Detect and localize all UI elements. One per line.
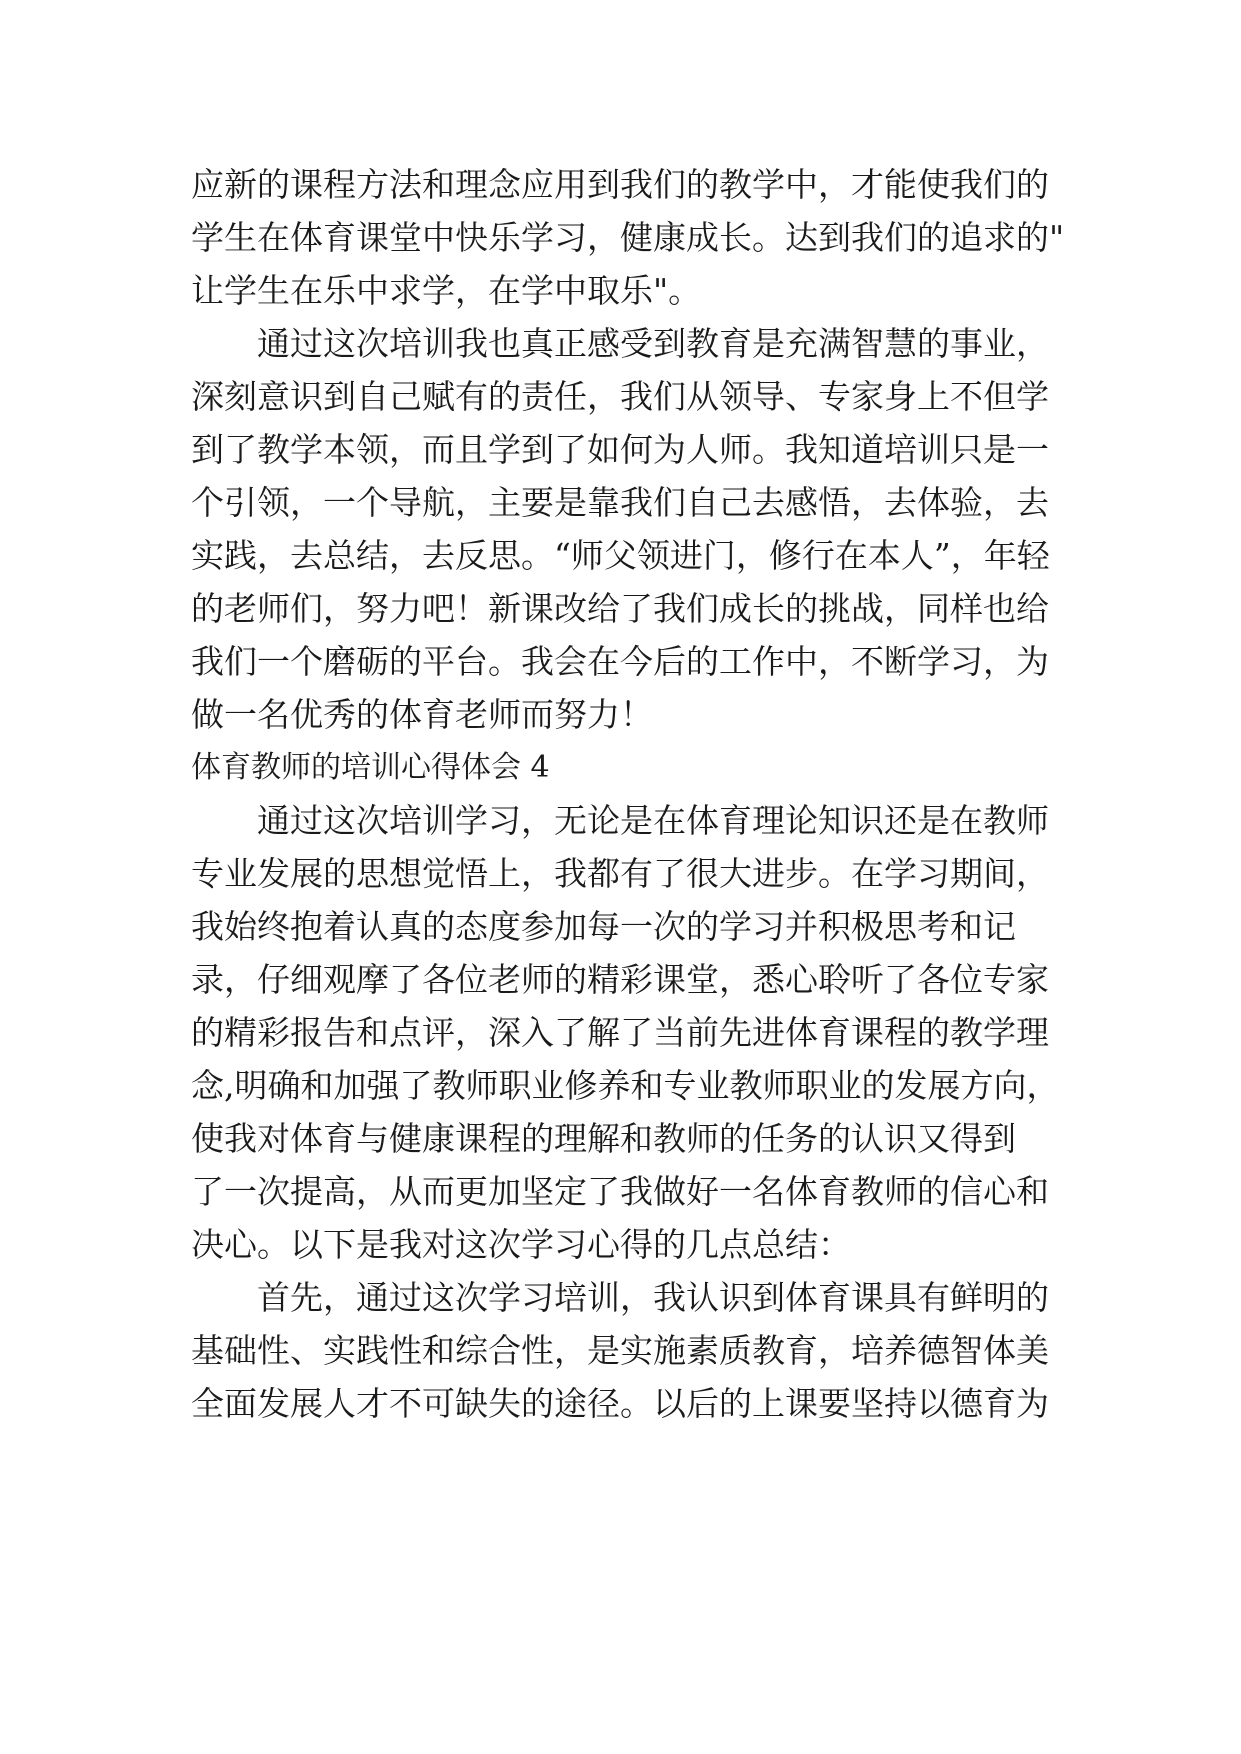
paragraph-summary [191,794,1060,1271]
text-line: 专业发展的思想觉悟上，我都有了很大进步。在学习期间， [191,854,1049,893]
text-line: 学生在体育课堂中快乐学习，健康成长。达到我们的追求的" [191,218,1065,257]
text-line: 的老师们，努力吧！新课改给了我们成长的挑战，同样也给 [191,589,1049,628]
text-line: 我们一个磨砺的平台。我会在今后的工作中，不断学习，为 [191,642,1049,681]
paragraph-first-point [191,1271,1053,1430]
text-line: 的精彩报告和点评，深入了解了当前先进体育课程的教学理 [191,1013,1049,1052]
text-line: 录，仔细观摩了各位老师的精彩课堂，悉心聆听了各位专家 [191,960,1049,999]
text-line: 首先，通过这次学习培训，我认识到体育课具有鲜明的 [257,1278,1049,1317]
text-line: 使我对体育与健康课程的理解和教师的任务的认识又得到 [191,1119,1016,1158]
text-line: 应新的课程方法和理念应用到我们的教学中，才能使我们的 [191,165,1049,204]
text-line: 个引领，一个导航，主要是靠我们自己去感悟，去体验，去 [191,483,1049,522]
text-line: 念,明确和加强了教师职业修养和专业教师职业的发展方向， [191,1066,1060,1105]
section-heading: 体育教师的培训心得体会 4 [191,750,550,785]
text-line: 了一次提高，从而更加坚定了我做好一名体育教师的信心和 [191,1172,1049,1211]
text-line: 做一名优秀的体育老师而努力！ [191,695,653,734]
paragraph-continued [191,158,1065,317]
text-line: 通过这次培训学习，无论是在体育理论知识还是在教师 [257,801,1049,840]
text-line: 深刻意识到自己赋有的责任，我们从领导、专家身上不但学 [191,377,1049,416]
text-line: 全面发展人才不可缺失的途径。以后的上课要坚持以德育为 [191,1384,1049,1423]
text-line: 让学生在乐中求学，在学中取乐"。 [191,271,702,310]
text-line: 我始终抱着认真的态度参加每一次的学习并积极思考和记 [191,907,1016,946]
paragraph-reflection [191,317,1053,741]
text-line: 实践，去总结，去反思。“师父领进门，修行在本人”，年轻 [191,536,1050,575]
text-line: 基础性、实践性和综合性，是实施素质教育，培养德智体美 [191,1331,1049,1370]
text-line: 通过这次培训我也真正感受到教育是充满智慧的事业， [257,324,1049,363]
document-body [191,158,1065,1430]
text-line: 决心。以下是我对这次学习心得的几点总结： [191,1225,851,1264]
text-line: 到了教学本领，而且学到了如何为人师。我知道培训只是一 [191,430,1049,469]
